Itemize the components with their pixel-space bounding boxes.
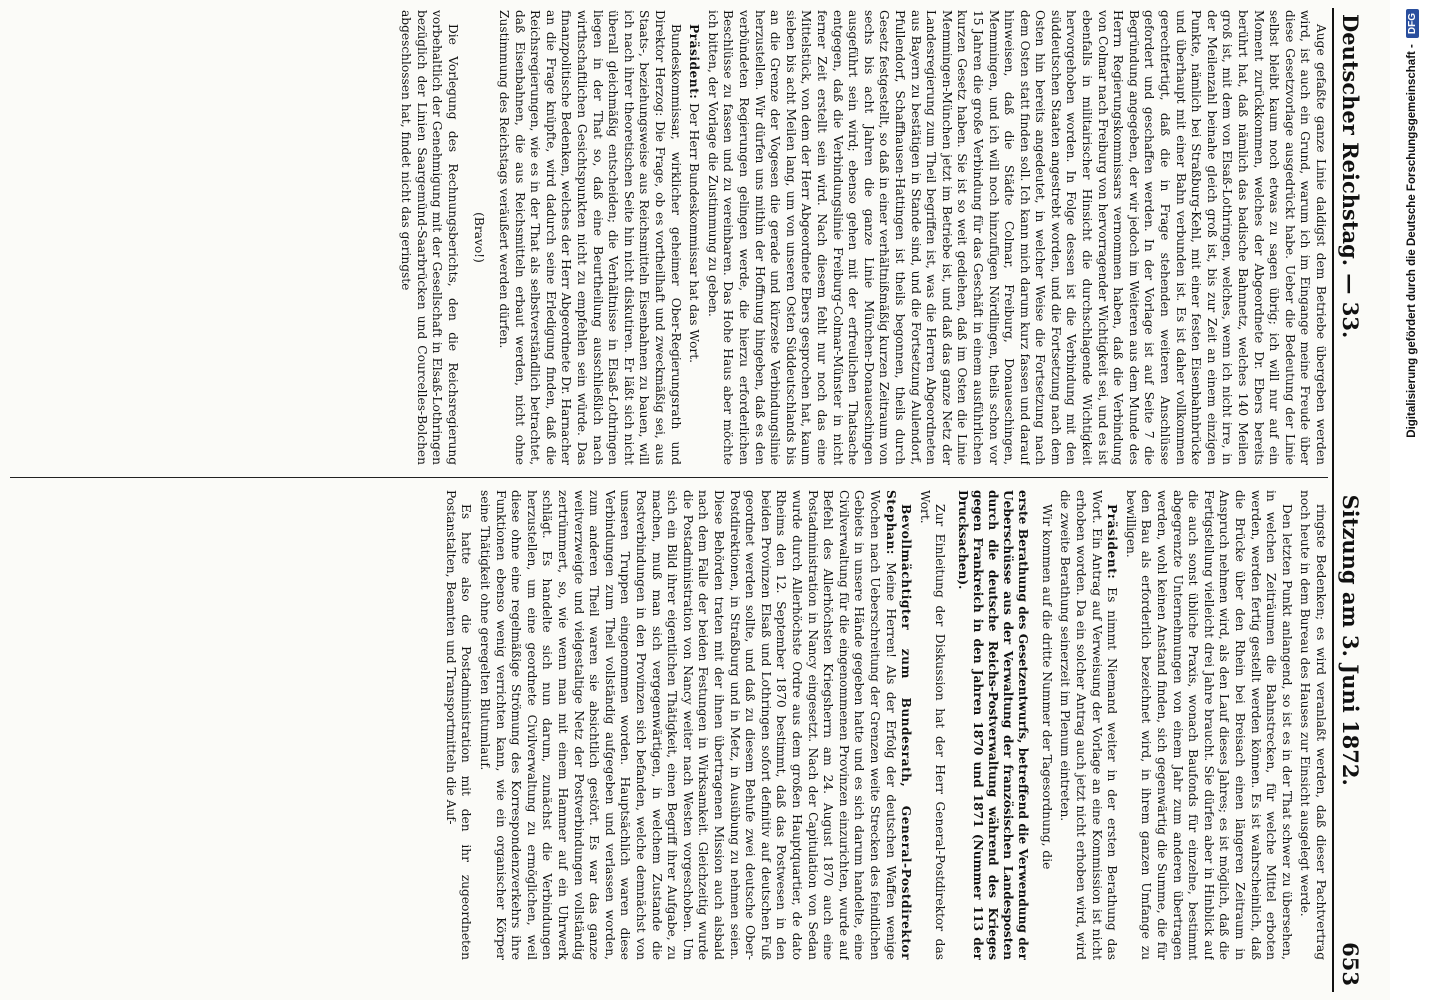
paragraph: Bundeskommissar, wirklicher geheimer Ober-Regierungsrath und Direktor Herzog: Die Frage, ob es vortheilhaft und zweckmäßig sei, aus Staats-, beziehungsweise aus Reichsmitteln Eisenbahnen zu bauen, will ich nach ihrer theoretischen Seite hin nicht diskutiren. Er läßt sich nicht überall gleichmäßig entscheiden; die Verhältnisse in Elsaß-Lothringen liegen in der That so, daß eine Beurtheilung ausschließlich nach wirthschaftlichen Gesichtspunkten nicht zu empfehlen sein würde. Das finanzpolitische Bedenken, welches der Herr Abgeordnete Dr. Harnacher an die Frage knüpfte, wird dadurch seine Erledigung finden, daß die Reichsregierungen, wie es in der That als selbstverständlich betrachtet, daß Eisenbahnen, die aus Reichsmitteln erbaut werden, nicht ohne Zustimmung des Reichstags veräußert werden dürfen. [497,10,683,465]
digitization-watermark [1394,0,1432,1000]
applause-note: (Bravo!) [471,212,486,263]
left-column [8,10,1328,465]
speaker-label: Präsident: [687,24,702,100]
speaker-label: Präsident: [1105,504,1120,580]
paragraph: Den letzten Punkt anlangend, so ist es in der That schwer zu übersehen, in welchen Zeiträumen die Bahnstrecken, für welche Mittel erboten werden, werden fertig gestellt werden können. Es ist wahrscheinlich, daß die Brücke über den Rhein bei Breisach einen längeren Zeitraum in Anspruch nehmen wird, als den Lauf dieses Jahres; es ist möglich, daß die Fertigstellung vielleicht drei Jahre braucht. Sie dürfen aber in Hinblick auf die auch sonst übliche Praxis, wonach Baufonds für einzelne, bestimmt abgegrenzte Unternehmungen von einem Jahr zum anderen übertragen werden, wohl keinen Anstand finden, sich gegenwärtig die Summe, die für den Bau als erforderlich bezeichnet wird, in ihrem ganzen Umfange zu bewilligen. [1123,490,1294,960]
paragraph-text: Meine Herren! Als der Erfolg der deutschen Waffen wenige Wochen nach Ueberschreitung der Grenzen weite Strecken des feindlichen Gebiets in unsere Hände gegeben hatte und es sich darum handelte, eine Civilverwaltung für die eingenommenen Provinzen einzurichten, wurde auf Befehl des Allerhöchsten Kriegsherrn am 24. August 1870 auch eine Postadministration in Nancy eingesetzt. Nach der Capitulation von Sedan wurde durch Allerhöchste Ordre aus dem großen Hauptquartier, de dato Rheims den 12. September 1870 bestimmt, daß das Postwesen in den beiden Provinzen Elsaß und Lothringen sofort definitiv auf deutschen Fuß geordnet werden sollte, und daß zu diesem Behufe zwei deutsche Ober-Postdirektionen, in Straßburg und in Metz, in Ausübung zu nehmen seien. Diese Behörden traten mit der ihnen übertragenen Mission auch alsbald nach dem Falle der beiden Festungen in Wirksamkeit. Gleichzeitig wurde die Postadministration von Nancy weiter nach Westen vorgeschoben. Um sich ein Bild ihrer eigentlichen Thätigkeit, einen Begriff ihrer Aufgabe, zu machen, muß man sich vergegenwärtigen, in welchem Zustande die Postverbindungen in den Provinzen sich befanden, welche demnächst von unseren Truppen eingenommen worden. Hauptsächlich waren diese Verbindungen zum Theil vollständig aufgegeben und verlassen worden, zum anderen Theil waren sie absichtlich gestört. Es war das ganze weitverzweigte und vielgestaltige Netz der Postverbindungen vollständig zertrümmert, so, wie wenn man mit einem Hammer auf ein Uhrwerk schlägt. Es handelte sich nun darum, zunächst die Verbindungen herzustellen, um eine geordnete Civilverwaltung zu ermöglichen, weil diese ohne eine regelmäßige Strömung des Korrespondenzverkehrs ihre Funktionen ebenso wenig verrichten kann, wie ein organischer Körper seine Thätigkeit ohne geregelten Blutumlauf. [478,490,898,960]
page-number: 653 [1338,942,1363,986]
header-publication: Deutscher Reichstag. — 33. [1338,14,1363,339]
paragraph: Es hatte also die Postadministration mit den ihr zugeordneten Postanstalten, Beamten und Transportmitteln die Auf- [443,490,474,960]
paragraph [1057,490,1119,960]
paragraph: Zur Einleitung der Diskussion hat der Herr General-Postdirektor das Wort. [917,490,948,960]
page-header [1332,8,1390,992]
paragraph: Die Vorlegung des Rechnungsberichts, den die Reichsregierung vorbehaltlich der Genehmigung mit der Gesellschaft in Elsaß-Lothringen bezüglich der Linien Saargemünd-Saarbrücken und Courcelles-Bolchen abgeschlossen hat, findet nicht das geringste [399,10,460,465]
dfg-logo: DFG [1406,9,1419,38]
agenda-item: erste Berathung des Gesetzentwurfs, betreffend die Verwendung der Ueberschüsse aus der Verwaltung der französischen Landesposten durch die deutsche Reichs-Postverwaltung während des Krieges gegen Frankreich in den Jahren 1870 und 1871 (Nummer 113 der Drucksachen). [956,490,1031,960]
watermark-text-row [1402,9,1422,994]
paragraph-text: Es nimmt Niemand weiter in der ersten Berathung das Wort. Ein Antrag auf Verweisung der Vorlage an eine Kommission ist nicht erhoben worden. Da ein solcher Antrag auch jetzt nicht erhoben wird, wird die zweite Berathung seinerzeit im Plenum eintreten. [1058,490,1120,960]
paragraph: Auge gefaßte ganze Linie daldigst dem Betriebe übergeben werden wird, ist auch ein Grund, warum ich im Eingange meine Freude über diese Gesetzvorlage ausgedrückt habe. Ueber die Bedeutung der Linie selbst bleibt kaum noch etwas zu sagen übrig; ich will nur auf ein Moment zurückkommen, welches der Abgeordnete Dr. Ebers bereits berührt hat, daß nämlich das badische Bahnnetz, welches 140 Meilen groß ist, mit dem von Elsaß-Lothringen, welches, wenn ich nicht irre, in der Meilenzahl beinahe gleich groß ist, bis zur Zeit an einem einzigen Punkte, nämlich bei Straßburg-Kehl, mit einer festen Eisenbahnbrücke und überhaupt mit einer Bahn verbunden ist. Es ist daher vollkommen gerechtfertigt, daß die in Frage stehenden weiteren Anschlüsse gefordert und geschaffen werden. In der Vorlage ist auf Seite 7 die Begründung angegeben, der wir jedoch im Weiteren aus dem Munde des Herrn Regierungskommissars vernommen haben, daß die Verbindung von Colmar nach Freiburg von hervorragender Wichtigkeit sei, und es ist ebenfalls in militairischer Hinsicht die durchschlagende Wichtigkeit hervorgehoben worden. In Folge dessen ist die Verbindung mit den süddeutschen Staaten angestrebt worden, und die Fortsetzung nach dem Osten hin bereits angedeutet, in welcher Weise die Fortsetzung nach dem Osten statt finden soll. Ich kann mich darum kurz fassen und darauf hinweisen, daß die Städte Colmar, Freiburg, Donaueschingen, Memmingen, und ich will noch hinzufügen Nördlingen, theils schon vor 15 Jahren die große Verbindung für das Geschäft in einem ausführlichen kurzen Gesetz haben. Sie ist so weit gediehen, daß im Osten die Linie Memmingen-München jetzt im Betriebe ist, und daß das ganze Netz der Landesregierung zum Theil begriffen ist, was die Herren Abgeordneten aus Bayern zu bestätigen in Stande sind, und die Fortsetzung Aulendorf, Pfullendorf, Schaffhausen-Hattingen ist theils begonnen, theils durch Gesetz festgestellt, so daß in einer verhältnißmäßig kurzen Zeitraum von sechs bis acht Jahren die ganze Linie München-Donaueschingen ausgeführt sein wird; ebenso gehen mit der erfreulichen Thatsache entgegen, daß die Verbindungslinie Freiburg-Colmar-Münster in nicht ferner Zeit erstellt sein wird. Nach diesem fehlt nur noch das eine Mittelstück, von dem der Herr Abgeordnete Ebers gesprochen hat, kaum sieben bis acht Meilen lang, um von unseren Osten Süddeutschlands bis an die Grenze der Vogesen die gerade und kürzeste Verbindungslinie herzustellen. Wir dürfen uns mithin der Hoffnung hingeben, daß es den verbündeten Regierungen gelingen werde, die hierzu erforderlichen Beschlüsse zu fassen und zu vereinbaren. Das Hohe Haus aber möchte ich bitten, der Vorlage die Zustimmung zu geben. [705,10,1328,465]
paragraph [477,490,914,960]
column-divider [10,477,1328,478]
speaker-label: Bevollmächtigter zum Bundesrath, General-Postdirektor Stephan: [883,490,914,960]
paragraph [686,10,702,465]
header-session-date: Sitzung am 3. Juni 1872. [1338,494,1363,786]
right-column [8,490,1328,960]
watermark-text: Digitalisierung gefördert durch die Deutsche Forschungsgemeinschaft - [1406,44,1418,438]
paragraph: ringste Bedenken; es wird veranlaßt werden, daß dieser Pachtvertrag noch heute in dem Bureau des Hauses zur Einsicht ausgelegt werde. [1298,490,1328,960]
paragraph-text: Der Herr Bundeskommissar hat das Wort. [687,103,702,364]
paragraph: Wir kommen auf die dritte Nummer der Tagesordnung, die [1039,504,1054,870]
